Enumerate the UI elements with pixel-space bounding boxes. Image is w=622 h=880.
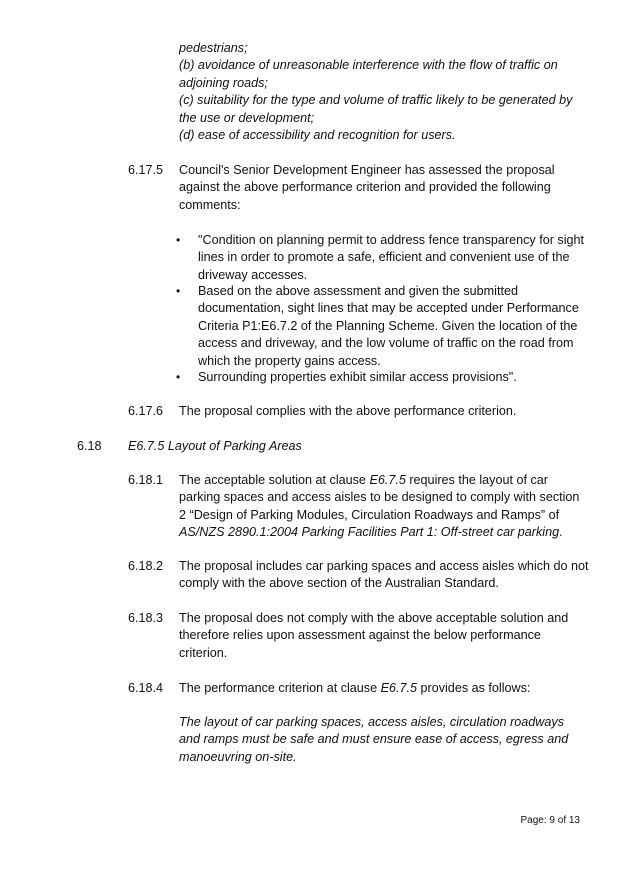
paragraph-line: The proposal does not comply with the above acceptable solution and (179, 611, 569, 625)
section-number: 6.17.6 (128, 404, 164, 418)
criteria-line: adjoining roads; (179, 75, 268, 90)
section-number: 6.18.2 (128, 559, 164, 573)
bullet-line: lines in order to promote a safe, efficient and convenient use of the (198, 250, 570, 265)
quote-line: manoeuvring on-site. (179, 749, 297, 764)
paragraph-line: The proposal includes car parking spaces and access aisles which do not (179, 559, 589, 573)
clause-reference: E6.7.5 (369, 473, 406, 487)
paragraph-line (179, 524, 589, 541)
bullet-icon: • (176, 370, 181, 384)
bullet-line: Criteria P1:E6.7.2 of the Planning Scheme. Given the location of the (198, 318, 578, 333)
criteria-line: pedestrians; (179, 41, 248, 55)
text-span: . (559, 525, 563, 540)
criteria-line: (b) avoidance of unreasonable interference with the flow of traffic on (179, 58, 558, 73)
intro-criteria-block (179, 40, 572, 144)
bullet-line: documentation, sight lines that may be accepted under Performance (198, 301, 579, 316)
paragraph-line: comply with the above section of the Australian Standard. (179, 576, 499, 591)
paragraph-line: criterion. (179, 645, 228, 660)
criteria-line: (c) suitability for the type and volume of traffic likely to be generated by (179, 93, 573, 108)
bullet-line: Based on the above assessment and given the submitted (198, 284, 518, 298)
bullet-line: Surrounding properties exhibit similar access provisions". (198, 370, 517, 384)
quote-line: and ramps must be safe and must ensure ease of access, egress and (179, 732, 569, 747)
text-span: The performance criterion at clause (179, 681, 381, 695)
section-number: 6.18.3 (128, 611, 164, 625)
clause-reference: E6.7.5 (380, 681, 418, 695)
paragraph-line: parking spaces and access aisles to be designed to comply with section (179, 490, 580, 505)
criteria-line: the use or development; (179, 110, 315, 125)
section-6-18-3-text (179, 610, 589, 662)
section-6-17-5-text (179, 162, 589, 214)
section-6-18-2-text (179, 558, 589, 593)
standard-reference: AS/NZS 2890.1:2004 Parking Facilities Part 1: Off-street car parking (179, 525, 560, 540)
text-span: requires the layout of car (405, 473, 548, 487)
paragraph-line: against the above performance criterion and provided the following (179, 180, 551, 195)
bullet-item (198, 369, 590, 386)
section-number: 6.18.4 (128, 681, 164, 695)
paragraph-line: Council's Senior Development Engineer has assessed the proposal (179, 163, 555, 177)
section-6-18-4-text (179, 680, 589, 697)
paragraph-line (179, 472, 589, 489)
section-number: 6.18 (77, 439, 102, 453)
section-number: 6.17.5 (128, 163, 164, 177)
page-number: Page: 9 of 13 (520, 815, 580, 826)
text-span: The acceptable solution at clause (179, 473, 370, 487)
bullet-line: which the property gains access. (198, 353, 381, 368)
bullet-line: "Condition on planning permit to address fence transparency for sight (198, 233, 585, 247)
section-number: 6.18.1 (128, 473, 164, 487)
section-6-18-1-text (179, 472, 589, 542)
performance-criterion-quote (179, 714, 589, 766)
bullet-item (198, 232, 590, 284)
paragraph-line: comments: (179, 197, 241, 212)
section-6-17-6-text: The proposal complies with the above performance criterion. (179, 404, 517, 418)
bullet-line: access and driveway, and the low volume of traffic on the road from (198, 336, 574, 351)
section-heading: E6.7.5 Layout of Parking Areas (128, 439, 302, 453)
bullet-icon: • (176, 284, 181, 298)
bullet-item (198, 283, 590, 370)
bullet-icon: • (176, 233, 181, 247)
text-span: provides as follows: (417, 681, 531, 695)
paragraph-line: 2 “Design of Parking Modules, Circulation Roadways and Ramps” of (179, 507, 560, 522)
paragraph-line: therefore relies upon assessment against the below performance (179, 628, 541, 643)
bullet-line: driveway accesses. (198, 267, 308, 282)
quote-line: The layout of car parking spaces, access aisles, circulation roadways (179, 715, 564, 729)
criteria-line: (d) ease of accessibility and recognition for users. (179, 128, 456, 143)
